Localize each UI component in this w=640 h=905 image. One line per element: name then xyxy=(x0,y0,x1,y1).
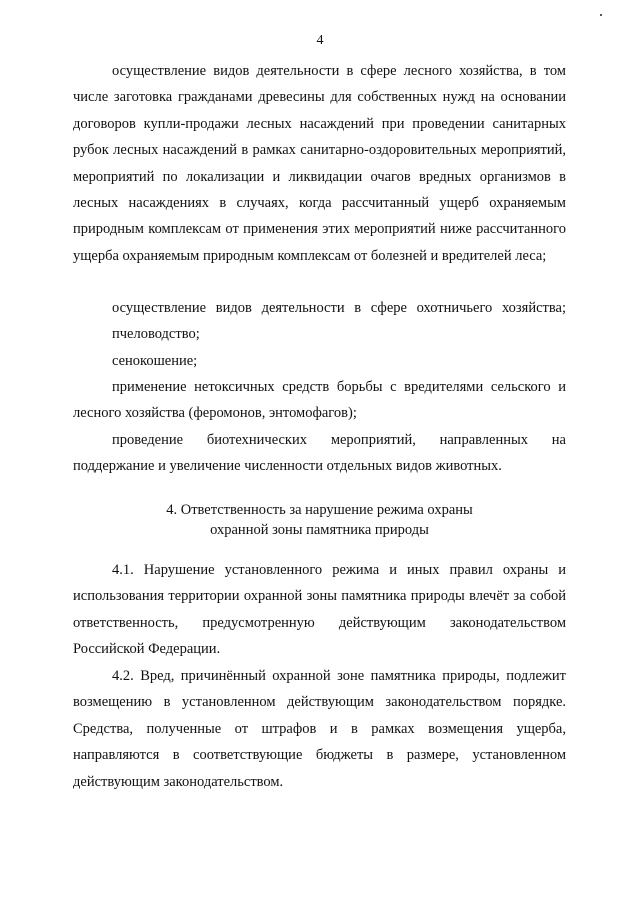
clause-4-2: 4.2. Вред, причинённый охранной зоне памятника природы, подлежит возмещению в установленном действующим законодательством порядке. Средства, полученные от штрафов и в рамках возмещения ущерба, направляются в соответствующие бюджеты в размере, установленном действующим законодательством. xyxy=(73,668,566,790)
paragraph-biotechnical: проведение биотехнических мероприятий, направленных на поддержание и увеличение численности отдельных видов животных. xyxy=(73,432,566,475)
scan-speck xyxy=(600,14,602,16)
section-heading xyxy=(73,500,566,540)
section-heading-line2: охранной зоны памятника природы xyxy=(210,522,429,538)
clause-4-1: 4.1. Нарушение установленного режима и иных правил охраны и использования территории охранной зоны памятника природы влечёт за собой ответственность, предусмотренную действующим законодательством Российской Федерации. xyxy=(73,562,566,658)
paragraph-beekeeping: пчеловодство; xyxy=(112,326,200,342)
paragraph-hunting: осуществление видов деятельности в сфере охотничьего хозяйства; xyxy=(112,300,566,316)
page-number: 4 xyxy=(316,33,324,48)
paragraph-pest-control: применение нетоксичных средств борьбы с вредителями сельского и лесного хозяйства (феромонов, энтомофагов); xyxy=(73,379,566,422)
section-heading-line1: 4. Ответственность за нарушение режима охраны xyxy=(166,502,473,518)
paragraph-haymaking: сенокошение; xyxy=(112,353,198,369)
paragraph-forestry: осуществление видов деятельности в сфере лесного хозяйства, в том числе заготовка гражданами древесины для собственных нужд на основании договоров купли-продажи лесных насаждений при проведении санитарных рубок лесных насаждений в рамках санитарно-оздоровительных мероприятий, мероприятий по локализации и ликвидации очагов вредных организмов в лесных насаждениях в случаях, когда рассчитанный ущерб охраняемым природным комплексам от применения этих мероприятий ниже рассчитанного ущерба охраняемым природным комплексам от болезней и вредителей леса; xyxy=(73,63,566,264)
